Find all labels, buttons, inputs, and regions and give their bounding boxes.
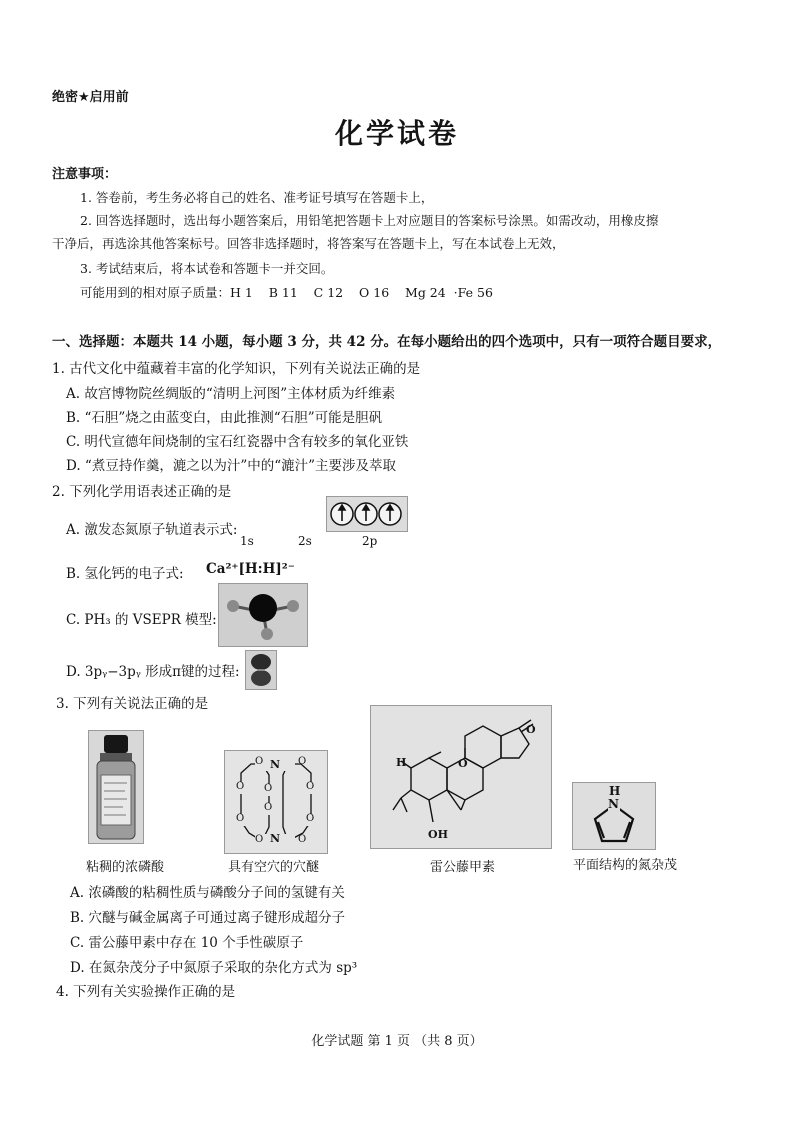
cryptand-atom-o: O [298,834,307,845]
notice-heading: 注意事项： [52,167,118,182]
question-2-option-d: D. 3pᵧ−3pᵧ 形成π键的过程: [66,664,240,680]
question-1-option-b: B. “石胆”烧之由蓝变白，由此推测“石胆”可能是胆矾 [66,410,383,426]
question-3-option-a: A. 浓磷酸的粘稠性质与磷酸分子间的氢键有关 [70,885,345,901]
cryptand-atom-o: O [255,834,264,845]
notice-item-2-line-2: 干净后，再选涂其他答案标号。回答非选择题时，将答案写在答题卡上，写在本试卷上无效， [52,236,565,251]
phosphoric-acid-bottle-image [88,730,144,844]
pi-bond-image [245,650,277,690]
notice-item-2-line-1: 2. 回答选择题时，选出每小题答案后，用铅笔把答题卡上对应题目的答案标号涂黑。如需改动，用橡皮擦 [80,213,659,228]
orbital-label-1s: 1s [240,534,254,548]
triptolide-atom-h: H [396,756,407,769]
question-2-option-b: B. 氢化钙的电子式: [66,566,184,582]
question-4-stem: 4. 下列有关实验操作正确的是 [56,984,236,1000]
orbital-label-2s: 2s [298,534,312,548]
triptolide-atom-o: O [458,757,468,770]
question-3-stem: 3. 下列有关说法正确的是 [56,696,209,712]
question-2-stem: 2. 下列化学用语表述正确的是 [52,484,232,500]
caption-pyrrole: 平面结构的氮杂茂 [573,858,678,873]
question-2-option-c: C. PH₃ 的 VSEPR 模型: [66,612,217,628]
cryptand-atom-o: O [298,756,307,767]
cryptand-atom-o: O [264,802,273,813]
section-heading: 一、选择题：本题共 14 小题，每小题 3 分，共 42 分。在每小题给出的四个选项中，只有一项符合题目要求， [52,334,722,350]
cryptand-atom-o: O [306,781,315,792]
page-footer: 化学试题 第 1 页 （共 8 页） [311,1034,483,1049]
cryptand-atom-n-top: N [270,758,281,771]
question-3-option-c: C. 雷公藤甲素中存在 10 个手性碳原子 [70,935,304,951]
triptolide-atom-o: O [526,723,536,736]
atomic-mass-line: 可能用到的相对原子质量：H 1 B 11 C 12 O 16 Mg 24 ·Fe 56 [80,285,493,300]
caption-phosphoric-acid: 粘稠的浓磷酸 [86,860,165,875]
calcium-hydride-formula: Ca²⁺[H:H]²⁻ [206,561,295,577]
cryptand-atom-o: O [306,813,315,824]
pyrrole-atom-n: N [608,797,619,811]
cryptand-atom-o: O [255,756,264,767]
caption-cryptand: 具有空穴的穴醚 [228,860,320,875]
question-1-option-c: C. 明代宣德年间烧制的宝石红瓷器中含有较多的氧化亚铁 [66,434,409,450]
orbital-diagram [326,496,408,532]
pyrrole-atom-h: H [609,784,621,798]
caption-triptolide: 雷公藤甲素 [430,860,496,875]
notice-item-3: 3. 考试结束后，将本试卷和答题卡一并交回。 [80,261,334,276]
cryptand-atom-o: O [264,783,273,794]
triptolide-structure-image [370,705,552,849]
question-1-option-d: D. “煮豆持作羹，漉之以为汁”中的“漉汁”主要涉及萃取 [66,458,397,474]
page-title: 化学试卷 [334,117,459,150]
confidential-label: 绝密★启用前 [52,90,129,105]
cryptand-atom-o: O [236,813,245,824]
question-2-option-a: A. 激发态氮原子轨道表示式: [66,522,238,538]
question-3-option-b: B. 穴醚与碱金属离子可通过离子键形成超分子 [70,910,346,926]
question-3-option-d: D. 在氮杂茂分子中氮原子采取的杂化方式为 sp³ [70,960,358,976]
cryptand-atom-n-bottom: N [270,832,281,845]
notice-item-1: 1. 答卷前，考生务必将自己的姓名、准考证号填写在答题卡上， [80,190,434,205]
triptolide-atom-oh: OH [428,828,448,841]
orbital-label-2p: 2p [362,534,378,548]
question-1-option-a: A. 故宫博物院丝绸版的“清明上河图”主体材质为纤维素 [66,386,396,402]
vsepr-model-image [218,583,308,647]
cryptand-atom-o: O [236,781,245,792]
question-1-stem: 1. 古代文化中蕴藏着丰富的化学知识，下列有关说法正确的是 [52,361,421,377]
